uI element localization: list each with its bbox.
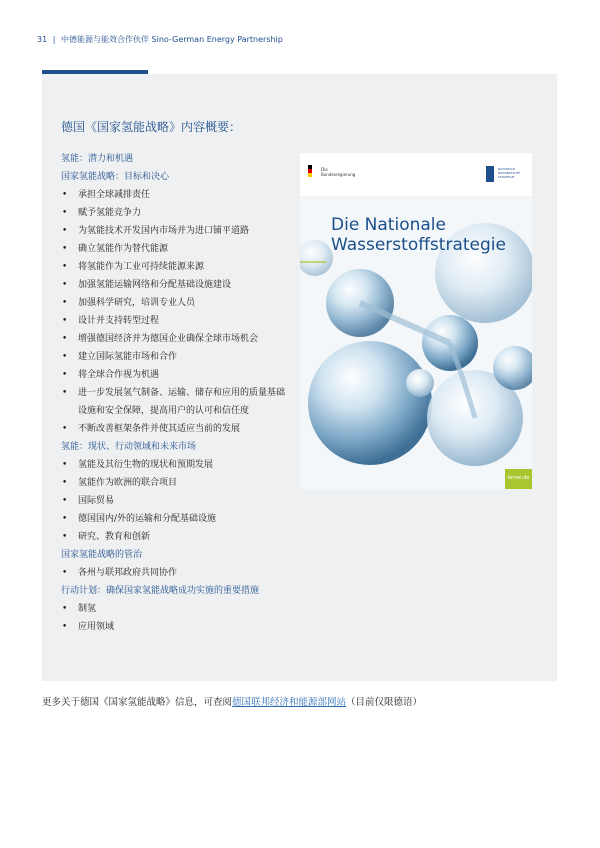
cover-title-line2: Wasserstoffstrategie bbox=[331, 235, 506, 255]
bullet-icon: • bbox=[62, 424, 68, 434]
bullet-list bbox=[61, 186, 291, 438]
list-item: • 将全球合作视为机遇 bbox=[61, 366, 291, 384]
bullet-icon: • bbox=[62, 190, 68, 200]
section-action-plan bbox=[61, 582, 291, 636]
list-item: • 承担全球减排责任 bbox=[61, 186, 291, 204]
header-title: 中德能源与能效合作伙伴 Sino-German Energy Partnership bbox=[60, 35, 283, 44]
header-separator: | bbox=[52, 35, 56, 44]
bullet-list bbox=[61, 456, 291, 546]
bullet-icon: • bbox=[62, 208, 68, 218]
bullet-icon: • bbox=[62, 388, 68, 398]
bullet-icon: • bbox=[62, 334, 68, 344]
bullet-icon: • bbox=[62, 622, 68, 632]
bullet-icon: • bbox=[62, 478, 68, 488]
list-item: • 确立氢能作为替代能源 bbox=[61, 240, 291, 258]
list-item: • 不断改善框架条件并使其适应当前的发展 bbox=[61, 420, 291, 438]
bullet-icon: • bbox=[62, 496, 68, 506]
list-item: • 建立国际氢能市场和合作 bbox=[61, 348, 291, 366]
page-number: 31 bbox=[37, 35, 48, 44]
list-item: • 为氢能技术开发国内市场并为进口铺平道路 bbox=[61, 222, 291, 240]
section-heading: 国家氢能战略的管治 bbox=[61, 550, 143, 560]
list-item: • 各州与联邦政府共同协作 bbox=[61, 564, 291, 582]
summary-content bbox=[61, 150, 291, 636]
bullet-icon: • bbox=[62, 226, 68, 236]
list-item: • 设计并支持转型过程 bbox=[61, 312, 291, 330]
section-status bbox=[61, 438, 291, 546]
list-item: • 应用领域 bbox=[61, 618, 291, 636]
summary-box-title: 德国《国家氢能战略》内容概要： bbox=[61, 120, 242, 134]
bullet-icon: • bbox=[62, 244, 68, 254]
section-heading: 国家氢能战略：目标和决心 bbox=[61, 172, 170, 182]
section-potential bbox=[61, 150, 291, 168]
list-item: • 氢能及其衍生物的现状和预期发展 bbox=[61, 456, 291, 474]
footer-text-suffix: （目前仅限德语） bbox=[346, 697, 423, 708]
section-heading: 氢能：潜力和机遇 bbox=[61, 154, 134, 164]
cover-illustration bbox=[300, 153, 532, 489]
list-item: • 赋予氢能竞争力 bbox=[61, 204, 291, 222]
footer-note bbox=[42, 694, 422, 708]
list-item: • 氢能作为欧洲的联合项目 bbox=[61, 474, 291, 492]
section-heading: 行动计划：确保国家氢能战略成功实施的重要措施 bbox=[61, 586, 260, 596]
section-goals bbox=[61, 168, 291, 438]
list-item: • 国际贸易 bbox=[61, 492, 291, 510]
section-heading: 氢能：现状、行动领域和未来市场 bbox=[61, 442, 197, 452]
cover-title-line1: Die Nationale bbox=[331, 215, 446, 235]
list-item: • 将氢能作为工业可持续能源来源 bbox=[61, 258, 291, 276]
bullet-icon: • bbox=[62, 370, 68, 380]
bullet-icon: • bbox=[62, 568, 68, 578]
bullet-icon: • bbox=[62, 460, 68, 470]
bullet-icon: • bbox=[62, 532, 68, 542]
bullet-icon: • bbox=[62, 262, 68, 272]
section-governance bbox=[61, 546, 291, 582]
bullet-icon: • bbox=[62, 514, 68, 524]
bullet-icon: • bbox=[62, 352, 68, 362]
list-item: • 制氢 bbox=[61, 600, 291, 618]
strategy-cover-image bbox=[300, 153, 532, 489]
list-item: • 研究、教育和创新 bbox=[61, 528, 291, 546]
bullet-icon: • bbox=[62, 316, 68, 326]
bullet-icon: • bbox=[62, 298, 68, 308]
list-item: • 德国国内/外的运输和分配基础设施 bbox=[61, 510, 291, 528]
bullet-icon: • bbox=[62, 280, 68, 290]
list-item: • 加强科学研究，培训专业人员 bbox=[61, 294, 291, 312]
cover-government-logo: Die Bundesregierung bbox=[321, 167, 356, 177]
bullet-list bbox=[61, 600, 291, 636]
footer-text: 更多关于德国《国家氢能战略》信息，可查阅 bbox=[42, 697, 233, 708]
list-item: • 增强德国经济并为德国企业确保全球市场机会 bbox=[61, 330, 291, 348]
cover-strategy-logo: NATIONALE WASSERSTOFF- STRATEGIE bbox=[498, 167, 522, 179]
ministry-website-link[interactable]: 德国联邦经济和能源部网站 bbox=[232, 697, 347, 708]
page-header bbox=[37, 34, 283, 45]
bullet-list bbox=[61, 564, 291, 582]
list-item: • 加强氢能运输网络和分配基础设施建设 bbox=[61, 276, 291, 294]
bullet-icon: • bbox=[62, 604, 68, 614]
cover-website-badge: bmwi.de bbox=[505, 469, 532, 489]
list-item: • 进一步发展氢气制备、运输、储存和应用的质量基础设施和安全保障，提高用户的认可和信任度 bbox=[61, 384, 291, 420]
